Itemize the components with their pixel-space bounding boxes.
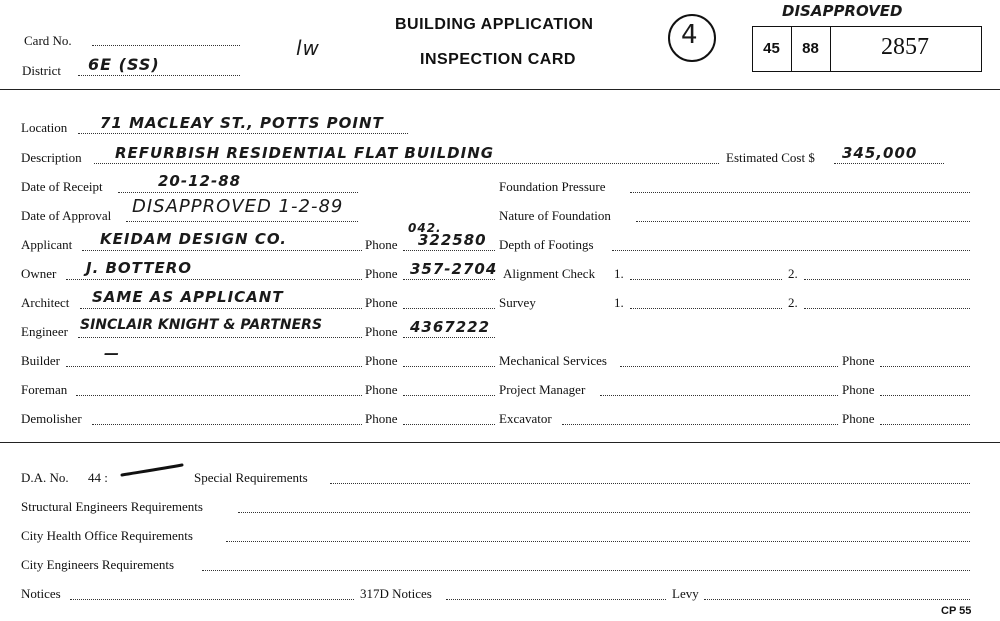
- card-no-label: Card No.: [24, 33, 72, 48]
- structural-requirements-label: Structural Engineers Requirements: [21, 499, 203, 514]
- location-line: [78, 133, 408, 134]
- special-requirements-label: Special Requirements: [194, 470, 308, 485]
- foreman-phone-line: [403, 395, 495, 396]
- excavator-line: [562, 424, 838, 425]
- demolisher-phone-line: [403, 424, 495, 425]
- da-no-label: D.A. No.: [21, 470, 69, 485]
- disapproved-stamp: DISAPPROVED: [782, 2, 903, 20]
- form-title-line2: INSPECTION CARD: [420, 51, 576, 68]
- owner-line: [66, 279, 362, 280]
- alignment-check-1-label: 1.: [614, 266, 624, 281]
- alignment-check-2-label: 2.: [788, 266, 798, 281]
- applicant-phone-line: [403, 250, 495, 251]
- survey-label: Survey: [499, 295, 536, 310]
- engineer-value: SINCLAIR KNIGHT & PARTNERS: [80, 317, 323, 333]
- structural-requirements-line: [238, 512, 970, 513]
- notices-label: Notices: [21, 586, 61, 601]
- location-value: 71 MACLEAY ST., POTTS POINT: [100, 114, 384, 132]
- nature-foundation-line: [636, 221, 970, 222]
- excavator-phone-label: Phone: [842, 411, 875, 426]
- estimated-cost-label: Estimated Cost $: [726, 150, 815, 165]
- owner-label: Owner: [21, 266, 57, 281]
- applicant-phone-prefix: 042.: [408, 221, 442, 235]
- builder-phone-line: [403, 366, 495, 367]
- owner-phone-value: 357-2704: [410, 260, 498, 278]
- applicant-label: Applicant: [21, 237, 73, 252]
- box-cell-a: 45: [763, 40, 780, 57]
- alignment-check-2-line: [804, 279, 970, 280]
- owner-value: J. BOTTERO: [86, 259, 193, 277]
- levy-line: [704, 599, 970, 600]
- foundation-pressure-label: Foundation Pressure: [499, 179, 606, 194]
- alignment-check-1-line: [630, 279, 782, 280]
- foundation-pressure-line: [630, 192, 970, 193]
- description-line: [94, 163, 719, 164]
- project-manager-line: [600, 395, 838, 396]
- da-no-pen-stroke: [120, 462, 184, 478]
- survey-1-label: 1.: [614, 295, 624, 310]
- estimated-cost-value: 345,000: [842, 144, 918, 162]
- engineer-line: [78, 337, 362, 338]
- owner-phone-label: Phone: [365, 266, 398, 281]
- survey-2-line: [804, 308, 970, 309]
- demolisher-line: [92, 424, 362, 425]
- owner-phone-line: [403, 279, 495, 280]
- alignment-check-label: Alignment Check: [503, 266, 596, 281]
- foreman-line: [76, 395, 362, 396]
- demolisher-phone-label: Phone: [365, 411, 398, 426]
- description-value: REFURBISH RESIDENTIAL FLAT BUILDING: [115, 144, 495, 162]
- demolisher-label: Demolisher: [21, 411, 82, 426]
- estimated-cost-line: [834, 163, 944, 164]
- notices-317d-label: 317D Notices: [360, 586, 432, 601]
- nature-foundation-label: Nature of Foundation: [499, 208, 611, 223]
- project-manager-label: Project Manager: [499, 382, 586, 397]
- applicant-phone-label: Phone: [365, 237, 398, 252]
- mechanical-phone-line: [880, 366, 970, 367]
- applicant-line: [82, 250, 362, 251]
- form-title-line1: BUILDING APPLICATION: [395, 16, 594, 33]
- health-requirements-label: City Health Office Requirements: [21, 528, 193, 543]
- form-code: CP 55: [941, 605, 972, 617]
- district-line: [78, 75, 240, 76]
- architect-value: SAME AS APPLICANT: [92, 288, 284, 306]
- date-approval-label: Date of Approval: [21, 208, 112, 223]
- district-label: District: [22, 63, 61, 78]
- architect-phone-label: Phone: [365, 295, 398, 310]
- location-label: Location: [21, 120, 68, 135]
- initials: lw: [296, 36, 320, 60]
- builder-label: Builder: [21, 353, 60, 368]
- architect-phone-line: [403, 308, 495, 309]
- applicant-value: KEIDAM DESIGN CO.: [100, 230, 287, 248]
- applicant-phone-value: 322580: [418, 231, 487, 249]
- date-receipt-value: 20-12-88: [158, 172, 242, 190]
- card-no-line: [92, 45, 240, 46]
- district-value: 6E (SS): [88, 55, 160, 74]
- architect-label: Architect: [21, 295, 70, 310]
- section-divider: [0, 442, 1000, 443]
- excavator-label: Excavator: [499, 411, 552, 426]
- depth-footings-label: Depth of Footings: [499, 237, 594, 252]
- header-divider: [0, 89, 1000, 90]
- architect-line: [80, 308, 362, 309]
- box-divider-2: [830, 26, 831, 72]
- date-approval-line: [126, 221, 358, 222]
- builder-line: [66, 366, 362, 367]
- engineer-phone-value: 4367222: [410, 318, 491, 336]
- foreman-phone-label: Phone: [365, 382, 398, 397]
- builder-phone-label: Phone: [365, 353, 398, 368]
- city-engineers-requirements-label: City Engineers Requirements: [21, 557, 175, 572]
- description-label: Description: [21, 150, 82, 165]
- levy-label: Levy: [672, 586, 699, 601]
- mechanical-services-line: [620, 366, 838, 367]
- engineer-phone-label: Phone: [365, 324, 398, 339]
- engineer-label: Engineer: [21, 324, 68, 339]
- da-no-value: 44 :: [88, 470, 108, 485]
- project-manager-phone-label: Phone: [842, 382, 875, 397]
- box-cell-b: 88: [802, 40, 819, 57]
- health-requirements-line: [226, 541, 970, 542]
- notices-line: [70, 599, 354, 600]
- city-engineers-requirements-line: [202, 570, 970, 571]
- date-approval-value: DISAPPROVED 1-2-89: [132, 196, 344, 217]
- notices-317d-line: [446, 599, 666, 600]
- engineer-phone-line: [403, 337, 495, 338]
- builder-value: —: [104, 344, 120, 362]
- date-receipt-line: [118, 192, 358, 193]
- excavator-phone-line: [880, 424, 970, 425]
- special-requirements-line: [330, 483, 970, 484]
- mechanical-services-label: Mechanical Services: [499, 353, 607, 368]
- survey-2-label: 2.: [788, 295, 798, 310]
- foreman-label: Foreman: [21, 382, 68, 397]
- project-manager-phone-line: [880, 395, 970, 396]
- survey-1-line: [630, 308, 782, 309]
- box-cell-number: 2857: [881, 34, 929, 60]
- depth-footings-line: [612, 250, 970, 251]
- mechanical-phone-label: Phone: [842, 353, 875, 368]
- circled-number: 4: [681, 20, 699, 50]
- date-receipt-label: Date of Receipt: [21, 179, 103, 194]
